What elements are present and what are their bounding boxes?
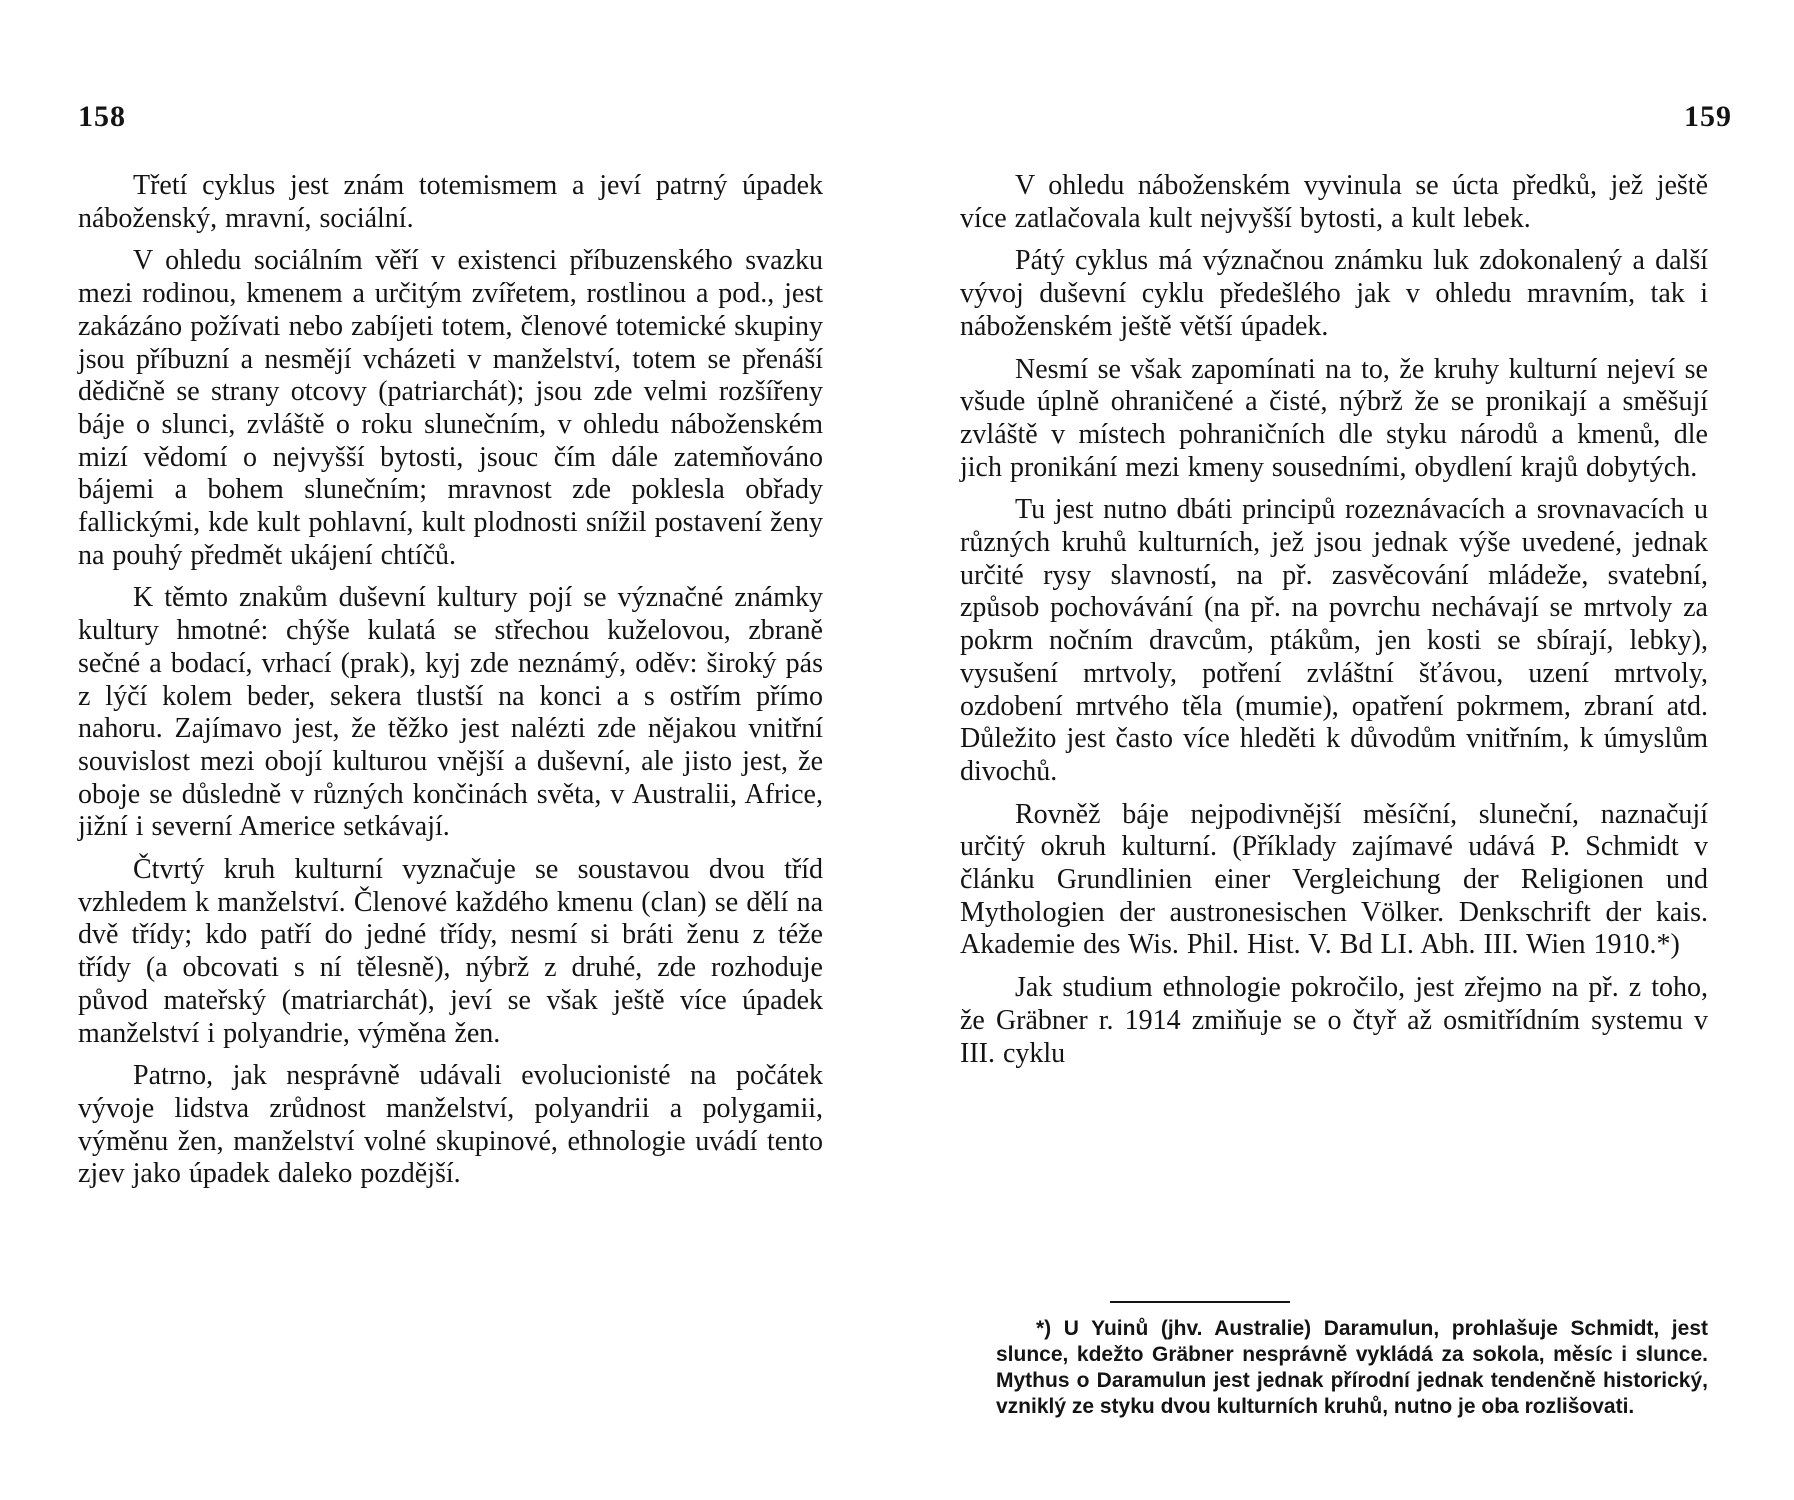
paragraph: K těmto znakům duševní kultury pojí se význačné známky kultury hmotné: chýše kulatá se střechou kuželovou, zbraně sečné a bodací, vrhací (prak), kyj zde neznámý, oděv: široký pás z lýčí kolem beder, sekera tlustší na konci a s ostřím přímo nahoru. Zajímavo jest, že těžko jest nalézti zde nějakou vnitřní souvislost mezi obojí kulturou vnější a duševní, ale jisto jest, že oboje se důsledně v různých končinách světa, v Australii, Africe, jižní i severní Americe setkávají. [78, 582, 823, 843]
right-page [960, 0, 1732, 1500]
paragraph: V ohledu sociálním věří v existenci příbuzenského svazku mezi rodinou, kmenem a určitým zvířetem, rostlinou a pod., jest zakázáno požívati nebo zabíjeti totem, členové totemické skupiny jsou příbuzní a nesmějí vcházeti v manželství, totem se přenáší dědičně se strany otcovy (patriarchát); jsou zde velmi rozšířeny báje o slunci, zvláště o roku slunečním, v ohledu náboženském mizí vědomí o nejvyšší bytosti, jsouc čím dále zatemňováno bájemi a bohem slunečním; mravnost zde poklesla obřady fallickými, kde kult pohlavní, kult plodnosti snížil postavení ženy na pouhý předmět ukájení chtíčů. [78, 245, 823, 571]
left-page [78, 0, 838, 1500]
page-number: 158 [78, 100, 126, 133]
paragraph: V ohledu náboženském vyvinula se úcta předků, jež ještě více zatlačovala kult nejvyšší bytosti, a kult lebek. [960, 170, 1708, 234]
footnote-divider [1110, 1301, 1290, 1303]
paragraph: Patrno, jak nesprávně udávali evolucionisté na počátek vývoje lidstva zrůdnost manželství, polyandrii a polygamii, výměnu žen, manželství volné skupinové, ethnologie uvádí tento zjev jako úpadek daleko pozdější. [78, 1060, 823, 1190]
paragraph: Pátý cyklus má význačnou známku luk zdokonalený a další vývoj duševní cyklu předešlého jak v ohledu mravním, tak i náboženském ještě větší úpadek. [960, 245, 1708, 342]
footnote: *) U Yuinů (jhv. Australie) Daramulun, prohlašuje Schmidt, jest slunce, kdežto Gräbner nesprávně vykládá za sokola, měsíc i slunce. Mythus o Daramulun jest jednak přírodní jednak tendenčně historický, vzniklý ze styku dvou kulturních kruhů, nutno je oba rozlišovati. [996, 1317, 1708, 1418]
left-page-body [78, 170, 823, 1201]
paragraph: Třetí cyklus jest znám totemismem a jeví patrný úpadek náboženský, mravní, sociální. [78, 170, 823, 234]
paragraph: Rovněž báje nejpodivnější měsíční, sluneční, naznačují určitý okruh kulturní. (Příklady zajímavé udává P. Schmidt v článku Grundlinien einer Vergleichung der Religionen und Mythologien der austronesischen Völker. Denkschrift der kais. Akademie des Wis. Phil. Hist. V. Bd LI. Abh. III. Wien 1910.*) [960, 798, 1708, 961]
paragraph: Čtvrtý kruh kulturní vyznačuje se soustavou dvou tříd vzhledem k manželství. Členové každého kmenu (clan) se dělí na dvě třídy; kdo patří do jedné třídy, nesmí si bráti ženu z téže třídy (a obcovati s ní tělesně), nýbrž z druhé, zde rozhoduje původ mateřský (matriarchát), jeví se však ještě více úpadek manželství i polyandrie, výměna žen. [78, 854, 823, 1049]
right-page-body [960, 170, 1708, 1080]
paragraph: Nesmí se však zapomínati na to, že kruhy kulturní nejeví se všude úplně ohraničené a čisté, nýbrž že se pronikají a směšují zvláště v místech pohraničních dle styku národů a kmenů, dle jich pronikání mezi kmeny sousedními, obydlení krajů dobytých. [960, 353, 1708, 483]
paragraph: Tu jest nutno dbáti principů rozeznávacích a srovnavacích u různých kruhů kulturních, jež jsou jednak výše uvedené, jednak určité rysy slavností, na př. zasvěcování mládeže, svatební, způsob pochovávání (na př. na povrchu nechávají se mrtvoly za pokrm nočním dravcům, ptákům, jen kosti se sbírají, lebky), vysušení mrtvoly, potření zvláštní šťávou, uzení mrtvoly, ozdobení mrtvého těla (mumie), opatření pokrmem, zbraní atd. Důležito jest často více hleděti k důvodům vnitřním, k úmyslům divochů. [960, 494, 1708, 787]
page-number: 159 [1684, 100, 1732, 133]
paragraph: Jak studium ethnologie pokročilo, jest zřejmo na př. z toho, že Gräbner r. 1914 zmiňuje se o čtyř až osmitřídním systemu v III. cyklu [960, 972, 1708, 1069]
